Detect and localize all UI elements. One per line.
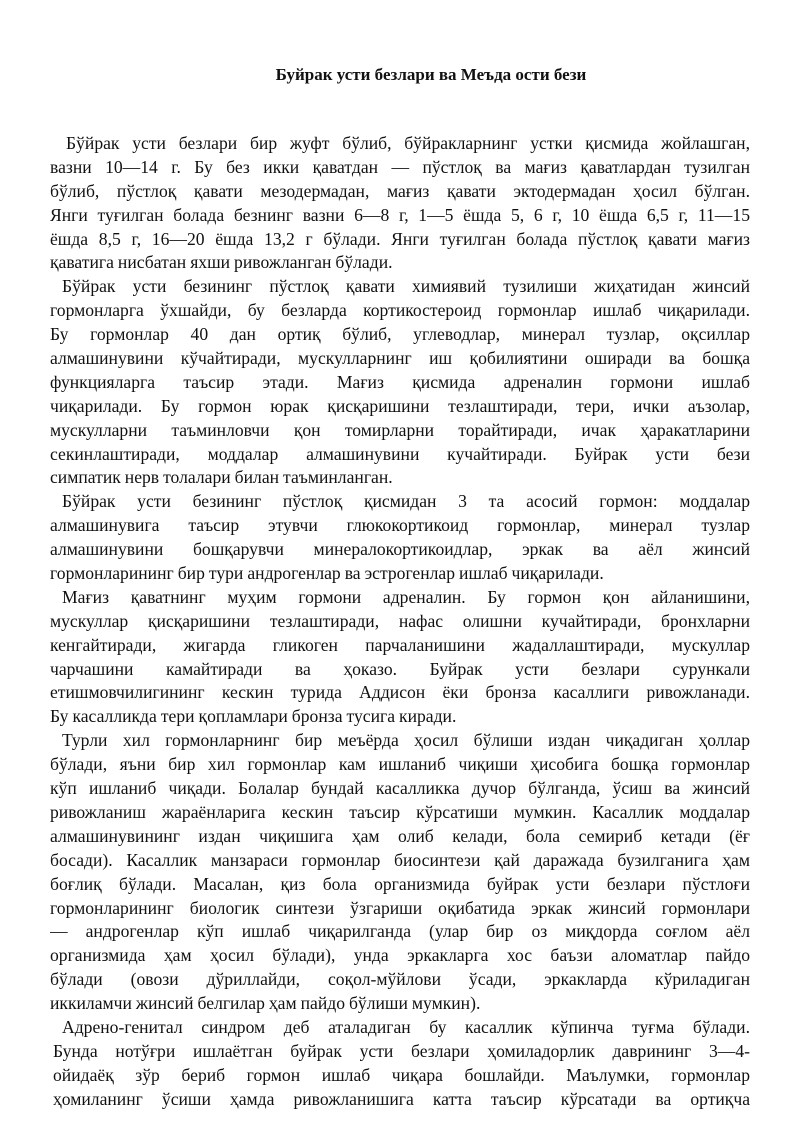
text-line: етишмовчилигининг кескин турида Аддисон ёки бронза касаллиги ривожланади. <box>50 682 750 703</box>
text-line: вазни 10—14 г. Бу без икки қаватдан — пўстлоқ ва мағиз қаватлардан тузилган <box>50 156 750 177</box>
text-line: симпатик нерв толалари билан таъминланган. <box>50 467 393 488</box>
text-line: Бўйрак усти безлари бир жуфт бўлиб, бўйракларнинг устки қисмида жойлашган, <box>66 133 750 153</box>
paragraph-6 <box>50 1016 750 1112</box>
text-line: Адрено-генитал синдром деб аталадиган бу касаллик кўпинча туғма бўлади. <box>62 1016 750 1037</box>
text-line: мускуллар қисқаришини тезлаштиради, нафас олишни кучайтиради, бронхларни <box>50 610 750 631</box>
text-line: ёшда 8,5 г, 16—20 ёшда 13,2 г бўлади. Янги туғилган болада пўстлоқ қавати мағиз <box>50 228 750 249</box>
text-line: кенгайтиради, жигарда гликоген парчаланишини жадаллаштиради, мускуллар <box>50 634 750 655</box>
text-line: алмашинувини бошқарувчи минералокортикоидлар, эркак ва аёл жинсий <box>50 539 750 560</box>
text-line: гормонларининг биологик синтези ўзгариши оқибатида эркак жинсий гормонлари <box>50 897 750 918</box>
text-line: қаватига нисбатан яхши ривожланган бўлади. <box>50 252 393 273</box>
text-line: ойидаёқ зўр бериб гормон ишлаб чиқара бошлайди. Маълумки, гормонлар <box>53 1064 750 1085</box>
document-title: Буйрак усти безлари ва Меъда ости бези <box>275 65 587 84</box>
text-line: Бўйрак усти безининг пўстлоқ қисмидан 3 та асосий гормон: моддалар <box>62 491 750 512</box>
text-line: ривожланиш жараёнларига кескин таъсир кўрсатиши мумкин. Касаллик моддалар <box>50 801 750 822</box>
paragraph-5 <box>50 729 750 1016</box>
text-line: Турли хил гормонларнинг бир меъёрда ҳосил бўлиши издан чиқадиган ҳоллар <box>62 730 750 751</box>
text-line: бўлади (овози дўриллайди, соқол-мўйлови ўсади, эркакларда кўриладиган <box>50 969 750 990</box>
paragraph-2 <box>50 275 750 490</box>
text-line: чарчашини камайтиради ва ҳоказо. Буйрак усти безлари сурункали <box>50 658 750 679</box>
text-line: Бу касалликда тери қопламлари бронза тусига киради. <box>50 706 457 727</box>
paragraph-3 <box>50 490 750 586</box>
text-line: Янги туғилган болада безнинг вазни 6—8 г, 1—5 ёшда 5, 6 г, 10 ёшда 6,5 г, 11—15 <box>50 204 750 225</box>
text-line: гормонларга ўхшайди, бу безларда кортикостероид гормонлар ишлаб чиқарилади. <box>50 300 750 321</box>
text-line: бўлиб, пўстлоқ қавати мезодермадан, мағиз қавати эктодермадан ҳосил бўлган. <box>50 180 750 201</box>
text-line: Бунда нотўғри ишлаётган буйрак усти безлари ҳомиладорлик даврининг 3—4- <box>53 1040 750 1061</box>
text-line: алмашинувини кўчайтиради, мускулларнинг иш қобилиятини оширади ва бошқа <box>50 348 750 369</box>
text-line: секинлаштиради, моддалар алмашинувини кучайтиради. Буйрак усти бези <box>50 443 750 464</box>
text-line: алмашинувининг издан чиқишига ҳам олиб келади, бола семириб кетади (ёғ <box>50 825 750 846</box>
text-line: алмашинувига таъсир этувчи глюкокортикоид гормонлар, минерал тузлар <box>50 515 750 536</box>
text-line: гормонларининг бир тури андрогенлар ва эстрогенлар ишлаб чиқарилади. <box>50 563 604 584</box>
paragraph-1 <box>50 132 750 275</box>
text-line: Мағиз қаватнинг муҳим гормони адреналин. Бу гормон қон айланишини, <box>62 586 750 607</box>
text-line: — андрогенлар кўп ишлаб чиқарилганда (улар бир оз миқдорда соғлом аёл <box>50 921 750 942</box>
text-line: мускулларни таъминловчи қон томирларни торайтиради, ичак ҳаракатларини <box>50 419 750 440</box>
text-line: бўлади, яъни бир хил гормонлар кам ишланиб чиқиши ҳисобига бошқа гормонлар <box>50 754 750 775</box>
document-body <box>50 132 750 1112</box>
text-line: организмида ҳам ҳосил бўлади), унда эркакларга хос баъзи аломатлар пайдо <box>50 945 750 966</box>
paragraph-4 <box>50 586 750 729</box>
text-line: кўп ишланиб чиқади. Болалар бундай касалликка дучор бўлганда, ўсиш ва жинсий <box>50 778 750 799</box>
text-line: функцияларга таъсир этади. Мағиз қисмида адреналин гормони ишлаб <box>50 371 750 392</box>
text-line: Бўйрак усти безининг пўстлоқ қавати химиявий тузилиши жиҳатидан жинсий <box>62 276 750 297</box>
text-line: иккиламчи жинсий белгилар ҳам пайдо бўлиши мумкин). <box>50 993 481 1014</box>
text-line: боғлиқ бўлади. Масалан, қиз бола организмида буйрак усти безлари пўстлоғи <box>50 873 750 894</box>
text-line: ҳомиланинг ўсиши ҳамда ривожланишига катта таъсир кўрсатади ва ортиқча <box>53 1088 750 1109</box>
text-line: чиқарилади. Бу гормон юрак қисқаришини тезлаштиради, тери, ички аъзолар, <box>50 395 750 416</box>
text-line: босади). Касаллик манзараси гормонлар биосинтези қай даражада бузилганига ҳам <box>50 849 750 870</box>
text-line: Бу гормонлар 40 дан ортиқ бўлиб, углеводлар, минерал тузлар, оқсиллар <box>50 324 750 345</box>
